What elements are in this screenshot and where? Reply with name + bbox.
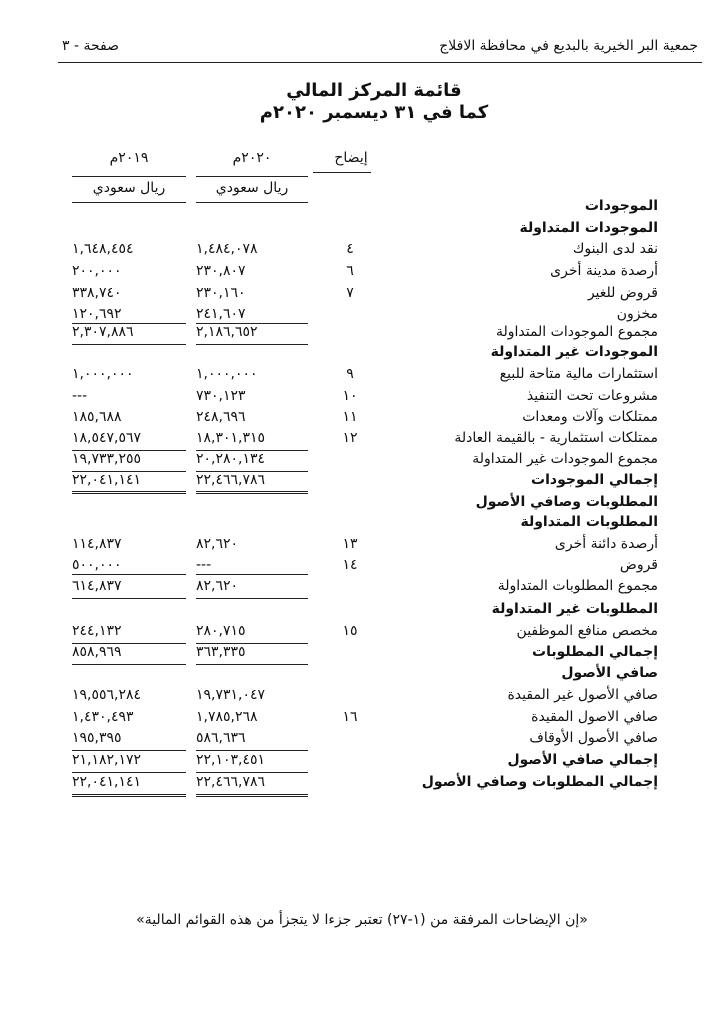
row-note: ١٥ bbox=[342, 623, 358, 639]
row-label: صافي الأصول غير المقيدة bbox=[507, 687, 658, 703]
row-label: المطلوبات المتداولة bbox=[520, 514, 658, 530]
row-value-2019: ٦١٤,٨٣٧ bbox=[72, 578, 122, 594]
year-2020-header: ٢٠٢٠م bbox=[232, 150, 272, 166]
currency-2019-header: ريال سعودي bbox=[92, 180, 166, 196]
statement-row bbox=[0, 494, 724, 516]
statement-row bbox=[0, 514, 724, 536]
statement-row bbox=[0, 324, 724, 346]
row-note: ٩ bbox=[346, 366, 354, 382]
subtotal-rule bbox=[196, 750, 308, 751]
row-value-2019: --- bbox=[72, 388, 88, 404]
row-note: ١٤ bbox=[342, 557, 358, 573]
row-value-2020: ٨٢,٦٢٠ bbox=[196, 578, 239, 594]
row-value-2019: ٥٠٠,٠٠٠ bbox=[72, 557, 122, 573]
row-value-2019: ٢١,١٨٢,١٧٢ bbox=[72, 752, 142, 768]
row-label: أرصدة مدينة أخرى bbox=[550, 263, 658, 279]
row-value-2019: ٢٠٠,٠٠٠ bbox=[72, 263, 122, 279]
row-label: أرصدة دائنة أخرى bbox=[554, 536, 658, 552]
row-value-2019: ١٩,٥٥٦,٢٨٤ bbox=[72, 687, 142, 703]
subtotal-rule bbox=[196, 772, 308, 773]
row-label: إجمالي المطلوبات وصافي الأصول bbox=[421, 774, 658, 790]
row-note: ٧ bbox=[346, 285, 354, 301]
total-double-rule bbox=[196, 794, 308, 797]
header-divider bbox=[58, 62, 702, 63]
statement-row bbox=[0, 665, 724, 687]
statement-date: كما في ٣١ ديسمبر ٢٠٢٠م bbox=[259, 102, 489, 123]
statement-row bbox=[0, 198, 724, 220]
row-label: استثمارات مالية متاحة للبيع bbox=[499, 366, 658, 382]
document-header-title: جمعية البر الخيرية بالبديع في محافظة الافلاج bbox=[439, 38, 698, 54]
row-value-2020: ٢٣٠,١٦٠ bbox=[196, 285, 246, 301]
row-label: مخصص منافع الموظفين bbox=[516, 623, 658, 639]
row-note: ١٢ bbox=[342, 430, 358, 446]
row-label: مخزون bbox=[616, 306, 658, 322]
row-value-2020: ١,٤٨٤,٠٧٨ bbox=[196, 241, 258, 257]
row-value-2019: ٢٤٤,١٣٢ bbox=[72, 623, 122, 639]
statement-row bbox=[0, 220, 724, 242]
row-value-2020: ٢٤٨,٦٩٦ bbox=[196, 409, 246, 425]
row-note: ٤ bbox=[346, 241, 354, 257]
statement-row bbox=[0, 578, 724, 600]
subtotal-rule bbox=[196, 598, 308, 599]
subtotal-rule bbox=[72, 574, 186, 575]
year-2019-underline bbox=[72, 176, 186, 177]
statement-row bbox=[0, 557, 724, 579]
statement-row bbox=[0, 536, 724, 558]
row-label: الموجودات المتداولة bbox=[519, 220, 658, 236]
row-value-2020: ٢٢,٤٦٦,٧٨٦ bbox=[196, 774, 266, 790]
row-value-2020: ٢٤١,٦٠٧ bbox=[196, 306, 246, 322]
row-label: صافي الأصول bbox=[561, 665, 658, 681]
statement-row bbox=[0, 388, 724, 410]
row-value-2020: ١,٠٠٠,٠٠٠ bbox=[196, 366, 258, 382]
page-number: صفحة - ٣ bbox=[62, 38, 119, 54]
total-double-rule bbox=[72, 794, 186, 797]
subtotal-rule bbox=[72, 598, 186, 599]
row-value-2020: ٢٢,٤٦٦,٧٨٦ bbox=[196, 472, 266, 488]
row-label: المطلوبات وصافي الأصول bbox=[475, 494, 658, 510]
statement-row bbox=[0, 366, 724, 388]
row-note: ١١ bbox=[342, 409, 358, 425]
statement-row bbox=[0, 409, 724, 431]
row-label: إجمالي صافي الأصول bbox=[507, 752, 658, 768]
row-value-2019: ٢٢,٠٤١,١٤١ bbox=[72, 472, 142, 488]
statement-row bbox=[0, 730, 724, 752]
row-value-2020: ٢٨٠,٧١٥ bbox=[196, 623, 246, 639]
row-value-2019: ١,٠٠٠,٠٠٠ bbox=[72, 366, 134, 382]
row-value-2019: ١٨٥,٦٨٨ bbox=[72, 409, 122, 425]
row-value-2020: --- bbox=[196, 557, 212, 573]
statement-title: قائمة المركز المالي bbox=[286, 80, 462, 101]
year-2019-header: ٢٠١٩م bbox=[109, 150, 149, 166]
row-label: قروض للغير bbox=[587, 285, 658, 301]
row-value-2019: ١,٤٣٠,٤٩٣ bbox=[72, 709, 134, 725]
row-label: ممتلكات استثمارية - بالقيمة العادلة bbox=[454, 430, 658, 446]
footer-note: «إن الإيضاحات المرفقة من (١-٢٧) تعتبر جزءا لا يتجزأ من هذه القوائم المالية» bbox=[136, 912, 588, 928]
row-value-2020: ٢,١٨٦,٦٥٢ bbox=[196, 324, 258, 340]
row-label: مشروعات تحت التنفيذ bbox=[526, 388, 658, 404]
row-value-2019: ٣٣٨,٧٤٠ bbox=[72, 285, 122, 301]
statement-row bbox=[0, 451, 724, 473]
statement-row bbox=[0, 644, 724, 666]
statement-row bbox=[0, 263, 724, 285]
note-header-underline bbox=[313, 172, 371, 173]
row-label: الموجودات bbox=[584, 198, 658, 214]
row-value-2020: ٣٦٣,٣٣٥ bbox=[196, 644, 246, 660]
statement-row bbox=[0, 687, 724, 709]
statement-row bbox=[0, 344, 724, 366]
row-label: مجموع الموجودات المتداولة bbox=[495, 324, 658, 340]
subtotal-rule bbox=[72, 772, 186, 773]
note-column-header: إيضاح bbox=[334, 150, 368, 166]
row-value-2020: ٢٠,٢٨٠,١٣٤ bbox=[196, 451, 266, 467]
row-value-2019: ١٩,٧٣٣,٢٥٥ bbox=[72, 451, 142, 467]
row-note: ٦ bbox=[346, 263, 354, 279]
row-note: ١٦ bbox=[342, 709, 358, 725]
year-2020-underline bbox=[196, 176, 308, 177]
statement-row bbox=[0, 623, 724, 645]
statement-row bbox=[0, 241, 724, 263]
statement-row bbox=[0, 285, 724, 307]
row-value-2020: ٨٢,٦٢٠ bbox=[196, 536, 239, 552]
row-label: مجموع المطلوبات المتداولة bbox=[497, 578, 658, 594]
row-label: مجموع الموجودات غير المتداولة bbox=[472, 451, 658, 467]
row-label: نقد لدى البنوك bbox=[572, 241, 658, 257]
row-label: إجمالي المطلوبات bbox=[532, 644, 658, 660]
row-value-2019: ١,٦٤٨,٤٥٤ bbox=[72, 241, 134, 257]
row-value-2020: ٧٣٠,١٢٣ bbox=[196, 388, 246, 404]
currency-2020-header: ريال سعودي bbox=[215, 180, 289, 196]
row-value-2019: ١٢٠,٦٩٢ bbox=[72, 306, 122, 322]
row-value-2019: ١٩٥,٣٩٥ bbox=[72, 730, 122, 746]
row-label: الموجودات غير المتداولة bbox=[490, 344, 658, 360]
row-value-2019: ٢٢,٠٤١,١٤١ bbox=[72, 774, 142, 790]
row-note: ١٣ bbox=[342, 536, 358, 552]
statement-row bbox=[0, 774, 724, 796]
statement-row bbox=[0, 709, 724, 731]
statement-row bbox=[0, 752, 724, 774]
row-value-2020: ١,٧٨٥,٢٦٨ bbox=[196, 709, 258, 725]
row-label: صافي الاصول المقيدة bbox=[531, 709, 658, 725]
row-label: المطلوبات غير المتداولة bbox=[491, 601, 658, 617]
subtotal-rule bbox=[196, 574, 308, 575]
subtotal-rule bbox=[72, 750, 186, 751]
row-value-2019: ١١٤,٨٣٧ bbox=[72, 536, 122, 552]
row-value-2020: ٢٣٠,٨٠٧ bbox=[196, 263, 246, 279]
statement-row bbox=[0, 430, 724, 452]
row-value-2020: ١٩,٧٣١,٠٤٧ bbox=[196, 687, 266, 703]
row-note: ١٠ bbox=[342, 388, 358, 404]
row-value-2019: ١٨,٥٤٧,٥٦٧ bbox=[72, 430, 142, 446]
row-label: قروض bbox=[619, 557, 658, 573]
row-value-2019: ٨٥٨,٩٦٩ bbox=[72, 644, 122, 660]
row-label: ممتلكات وآلات ومعدات bbox=[522, 409, 658, 425]
statement-row bbox=[0, 601, 724, 623]
row-value-2020: ٥٨٦,٦٣٦ bbox=[196, 730, 246, 746]
row-value-2020: ٢٢,١٠٣,٤٥١ bbox=[196, 752, 266, 768]
row-value-2019: ٢,٣٠٧,٨٨٦ bbox=[72, 324, 134, 340]
row-label: صافي الأصول الأوقاف bbox=[529, 730, 658, 746]
row-value-2020: ١٨,٣٠١,٣١٥ bbox=[196, 430, 266, 446]
row-label: إجمالي الموجودات bbox=[531, 472, 658, 488]
